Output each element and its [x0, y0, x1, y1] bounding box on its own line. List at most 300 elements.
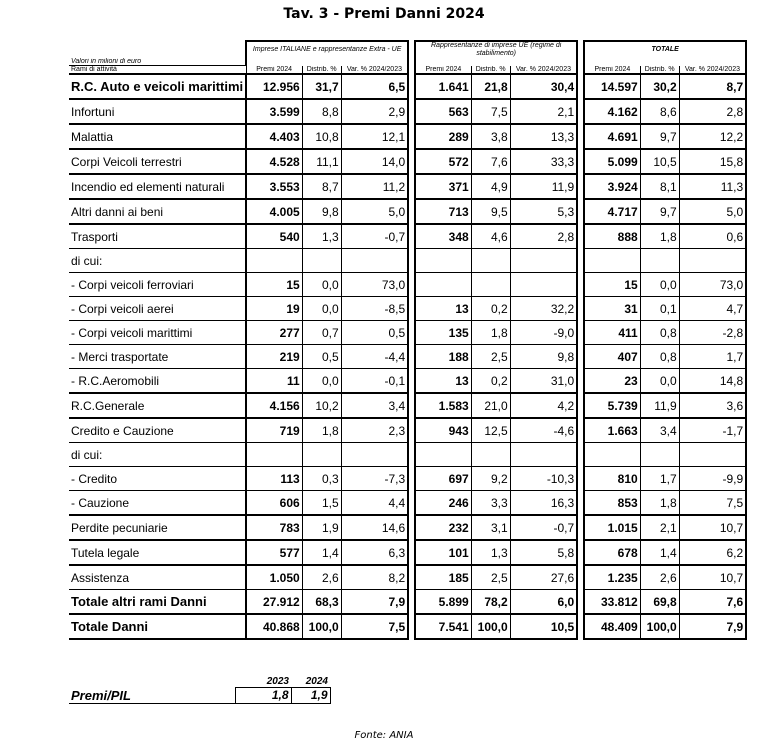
cell-italiane-distrib: 0,5 — [302, 345, 341, 369]
row-label: Corpi Veicoli terrestri — [69, 149, 246, 174]
gap — [577, 58, 584, 66]
cell-italiane-premi: 1.050 — [246, 565, 302, 590]
cell-ue-var: 2,1 — [510, 99, 577, 124]
gap — [577, 393, 584, 418]
cell-totale-premi: 810 — [584, 467, 640, 491]
cell-ue-var: 5,3 — [510, 199, 577, 224]
cell-italiane-var: 2,3 — [341, 418, 408, 443]
cell-totale-var: 4,7 — [679, 297, 746, 321]
cell-ue-distrib: 4,6 — [471, 224, 510, 249]
cell-italiane-distrib: 0,0 — [302, 369, 341, 394]
cell-ue-premi: 1.641 — [415, 74, 471, 99]
cell-italiane-var: 6,5 — [341, 74, 408, 99]
cell-totale-var: 12,2 — [679, 124, 746, 149]
gap — [577, 124, 584, 149]
col-var: Var. % 2024/2023 — [679, 66, 746, 75]
col-distrib: Distrib. % — [302, 66, 341, 75]
pil-years-row — [69, 676, 330, 688]
cell-totale-distrib: 8,1 — [640, 174, 679, 199]
table-row — [69, 273, 746, 297]
gap — [408, 418, 415, 443]
cell-ue-premi: 1.583 — [415, 393, 471, 418]
cell-totale-distrib: 100,0 — [640, 614, 679, 639]
cell-ue-var: -9,0 — [510, 321, 577, 345]
row-label: R.C. Auto e veicoli marittimi — [69, 74, 246, 99]
cell-ue-distrib: 4,9 — [471, 174, 510, 199]
cell-ue-premi: 289 — [415, 124, 471, 149]
gap — [577, 443, 584, 467]
cell-italiane-var: 6,3 — [341, 540, 408, 565]
cell-totale-premi: 1.663 — [584, 418, 640, 443]
cell-italiane-var: 4,4 — [341, 491, 408, 516]
cell-totale-distrib: 1,8 — [640, 224, 679, 249]
row-label: R.C.Generale — [69, 393, 246, 418]
cell-italiane-distrib: 2,6 — [302, 565, 341, 590]
gap — [577, 297, 584, 321]
gap — [408, 99, 415, 124]
cell-totale-var: 3,6 — [679, 393, 746, 418]
row-label: - Credito — [69, 467, 246, 491]
cell-totale-var: -2,8 — [679, 321, 746, 345]
cell-italiane-premi: 219 — [246, 345, 302, 369]
cell-italiane-var: 14,0 — [341, 149, 408, 174]
cell-totale-premi: 411 — [584, 321, 640, 345]
cell-italiane-premi: 4.403 — [246, 124, 302, 149]
cell-totale-premi: 3.924 — [584, 174, 640, 199]
cell-ue-distrib: 3,1 — [471, 515, 510, 540]
cell-totale-premi: 4.162 — [584, 99, 640, 124]
cell-italiane-distrib: 1,9 — [302, 515, 341, 540]
cell-italiane-var: -0,7 — [341, 224, 408, 249]
cell-totale-premi — [584, 443, 640, 467]
gap — [408, 443, 415, 467]
cell-italiane-premi: 719 — [246, 418, 302, 443]
cell-ue-var: 6,0 — [510, 590, 577, 615]
cell-totale-distrib — [640, 249, 679, 273]
cell-italiane-var: -0,1 — [341, 369, 408, 394]
cell-italiane-var: 73,0 — [341, 273, 408, 297]
cell-ue-var: 33,3 — [510, 149, 577, 174]
table-row — [69, 614, 746, 639]
cell-ue-premi: 13 — [415, 297, 471, 321]
cell-ue-var: 2,8 — [510, 224, 577, 249]
cell-totale-var: 1,7 — [679, 345, 746, 369]
col-premi: Premi 2024 — [246, 66, 302, 75]
cell-ue-premi: 246 — [415, 491, 471, 516]
col-var: Var. % 2024/2023 — [341, 66, 408, 75]
gap — [577, 491, 584, 516]
group-header-italiane: Imprese ITALIANE e rappresentanze Extra - UE — [246, 41, 408, 58]
cell-ue-var: 27,6 — [510, 565, 577, 590]
cell-ue-distrib: 1,3 — [471, 540, 510, 565]
cell-totale-var: -9,9 — [679, 467, 746, 491]
row-label: Infortuni — [69, 99, 246, 124]
cell-ue-var: -10,3 — [510, 467, 577, 491]
table-body — [69, 74, 746, 639]
cell-ue-premi: 188 — [415, 345, 471, 369]
cell-italiane-distrib: 10,8 — [302, 124, 341, 149]
cell-italiane-premi: 277 — [246, 321, 302, 345]
table-row — [69, 491, 746, 516]
premi-pil-block — [69, 676, 331, 704]
cell-ue-distrib: 7,5 — [471, 99, 510, 124]
cell-italiane-premi: 40.868 — [246, 614, 302, 639]
gap — [408, 345, 415, 369]
table-row — [69, 443, 746, 467]
gap — [577, 249, 584, 273]
cell-ue-distrib: 1,8 — [471, 321, 510, 345]
gap — [408, 565, 415, 590]
cell-totale-premi: 14.597 — [584, 74, 640, 99]
cell-totale-var: 73,0 — [679, 273, 746, 297]
gap — [408, 174, 415, 199]
cell-italiane-distrib: 100,0 — [302, 614, 341, 639]
cell-totale-distrib: 2,1 — [640, 515, 679, 540]
cell-totale-distrib: 0,0 — [640, 369, 679, 394]
cell-totale-premi: 5.099 — [584, 149, 640, 174]
cell-italiane-distrib: 0,7 — [302, 321, 341, 345]
cell-totale-distrib: 11,9 — [640, 393, 679, 418]
gap — [408, 321, 415, 345]
cell-ue-distrib: 3,8 — [471, 124, 510, 149]
gap — [408, 540, 415, 565]
table-row — [69, 124, 746, 149]
gap — [577, 174, 584, 199]
gap — [408, 249, 415, 273]
cell-ue-var: 31,0 — [510, 369, 577, 394]
cell-ue-distrib — [471, 443, 510, 467]
subheader-row — [69, 66, 746, 75]
cell-italiane-distrib: 8,7 — [302, 174, 341, 199]
cell-italiane-distrib: 68,3 — [302, 590, 341, 615]
cell-italiane-var: 14,6 — [341, 515, 408, 540]
cell-ue-premi: 713 — [415, 199, 471, 224]
cell-italiane-var — [341, 249, 408, 273]
cell-totale-premi: 5.739 — [584, 393, 640, 418]
cell-italiane-premi: 4.005 — [246, 199, 302, 224]
row-label: - Corpi veicoli aerei — [69, 297, 246, 321]
cell-italiane-var: 3,4 — [341, 393, 408, 418]
cell-ue-var: 32,2 — [510, 297, 577, 321]
pil-year-2023: 2023 — [235, 676, 291, 688]
cell-totale-var: 7,5 — [679, 491, 746, 516]
cell-totale-distrib: 1,8 — [640, 491, 679, 516]
cell-italiane-distrib: 31,7 — [302, 74, 341, 99]
gap — [408, 58, 415, 66]
cell-totale-premi: 678 — [584, 540, 640, 565]
cell-italiane-premi — [246, 249, 302, 273]
gap — [577, 273, 584, 297]
cell-ue-premi: 185 — [415, 565, 471, 590]
cell-ue-distrib: 9,5 — [471, 199, 510, 224]
cell-totale-premi: 1.015 — [584, 515, 640, 540]
row-label: Trasporti — [69, 224, 246, 249]
gap — [577, 66, 584, 75]
cell-totale-premi: 888 — [584, 224, 640, 249]
table-row — [69, 321, 746, 345]
cell-italiane-distrib: 0,0 — [302, 297, 341, 321]
source-note: Fonte: ANIA — [354, 730, 414, 741]
cell-totale-premi: 48.409 — [584, 614, 640, 639]
cell-ue-distrib: 2,5 — [471, 345, 510, 369]
gap — [577, 590, 584, 615]
gap — [408, 224, 415, 249]
cell-italiane-var: 2,9 — [341, 99, 408, 124]
cell-italiane-var: 7,9 — [341, 590, 408, 615]
cell-italiane-premi: 4.528 — [246, 149, 302, 174]
table-row — [69, 74, 746, 99]
cell-totale-var: 0,6 — [679, 224, 746, 249]
cell-totale-distrib: 30,2 — [640, 74, 679, 99]
cell-ue-distrib: 100,0 — [471, 614, 510, 639]
cell-ue-premi: 13 — [415, 369, 471, 394]
gap — [577, 149, 584, 174]
cell-totale-distrib: 3,4 — [640, 418, 679, 443]
gap — [577, 74, 584, 99]
cell-totale-var: 7,6 — [679, 590, 746, 615]
cell-italiane-distrib: 10,2 — [302, 393, 341, 418]
gap — [408, 393, 415, 418]
gap — [577, 345, 584, 369]
cell-totale-var: 15,8 — [679, 149, 746, 174]
row-label: Malattia — [69, 124, 246, 149]
spacer — [69, 41, 246, 58]
cell-totale-var: 14,8 — [679, 369, 746, 394]
cell-totale-var: 11,3 — [679, 174, 746, 199]
gap — [577, 99, 584, 124]
cell-italiane-premi: 540 — [246, 224, 302, 249]
cell-italiane-distrib — [302, 249, 341, 273]
cell-ue-distrib: 21,0 — [471, 393, 510, 418]
cell-ue-var: 5,8 — [510, 540, 577, 565]
cell-totale-premi — [584, 249, 640, 273]
cell-totale-var: 2,8 — [679, 99, 746, 124]
cell-totale-distrib: 0,1 — [640, 297, 679, 321]
gap — [577, 614, 584, 639]
table-row — [69, 540, 746, 565]
col-var: Var. % 2024/2023 — [510, 66, 577, 75]
cell-italiane-premi: 4.156 — [246, 393, 302, 418]
gap — [408, 369, 415, 394]
cell-italiane-premi: 12.956 — [246, 74, 302, 99]
pil-value-2024: 1,9 — [291, 688, 330, 704]
pil-value-2023: 1,8 — [235, 688, 291, 704]
cell-totale-distrib: 0,8 — [640, 321, 679, 345]
gap — [408, 149, 415, 174]
gap — [577, 540, 584, 565]
pil-year-2024: 2024 — [291, 676, 330, 688]
cell-totale-var: 10,7 — [679, 515, 746, 540]
spacer — [584, 58, 746, 66]
cell-totale-distrib: 69,8 — [640, 590, 679, 615]
spacer — [69, 676, 235, 688]
cell-italiane-premi: 19 — [246, 297, 302, 321]
cell-ue-distrib: 0,2 — [471, 369, 510, 394]
cell-italiane-premi: 27.912 — [246, 590, 302, 615]
cell-italiane-var: -4,4 — [341, 345, 408, 369]
cell-italiane-distrib: 1,3 — [302, 224, 341, 249]
cell-totale-var — [679, 443, 746, 467]
cell-ue-distrib: 21,8 — [471, 74, 510, 99]
cell-italiane-var: 8,2 — [341, 565, 408, 590]
col-distrib: Distrib. % — [471, 66, 510, 75]
gap — [577, 41, 584, 58]
gap — [408, 41, 415, 58]
cell-italiane-distrib: 11,1 — [302, 149, 341, 174]
cell-ue-var: -4,6 — [510, 418, 577, 443]
cell-totale-premi: 853 — [584, 491, 640, 516]
cell-italiane-premi: 577 — [246, 540, 302, 565]
row-label: di cui: — [69, 249, 246, 273]
table-row — [69, 149, 746, 174]
cell-ue-premi: 101 — [415, 540, 471, 565]
row-label: - Merci trasportate — [69, 345, 246, 369]
cell-ue-distrib — [471, 273, 510, 297]
table-row — [69, 418, 746, 443]
cell-ue-var: 10,5 — [510, 614, 577, 639]
gap — [408, 491, 415, 516]
cell-ue-premi: 572 — [415, 149, 471, 174]
cell-ue-distrib: 3,3 — [471, 491, 510, 516]
cell-italiane-var: 0,5 — [341, 321, 408, 345]
cell-totale-distrib: 1,4 — [640, 540, 679, 565]
cell-italiane-var — [341, 443, 408, 467]
cell-ue-var: 13,3 — [510, 124, 577, 149]
cell-italiane-distrib: 1,8 — [302, 418, 341, 443]
cell-totale-distrib: 10,5 — [640, 149, 679, 174]
cell-ue-premi — [415, 273, 471, 297]
row-label: Tutela legale — [69, 540, 246, 565]
row-label: di cui: — [69, 443, 246, 467]
cell-ue-var: 9,8 — [510, 345, 577, 369]
cell-ue-var: -0,7 — [510, 515, 577, 540]
row-label: Incendio ed elementi naturali — [69, 174, 246, 199]
row-label: Altri danni ai beni — [69, 199, 246, 224]
cell-totale-distrib: 0,8 — [640, 345, 679, 369]
cell-italiane-distrib: 8,8 — [302, 99, 341, 124]
cell-italiane-premi: 113 — [246, 467, 302, 491]
cell-totale-premi: 4.717 — [584, 199, 640, 224]
gap — [408, 124, 415, 149]
table-row — [69, 393, 746, 418]
row-label: - R.C.Aeromobili — [69, 369, 246, 394]
cell-totale-var — [679, 249, 746, 273]
table-row — [69, 467, 746, 491]
col-distrib: Distrib. % — [640, 66, 679, 75]
spacer — [415, 58, 577, 66]
cell-italiane-var: 5,0 — [341, 199, 408, 224]
table-row — [69, 590, 746, 615]
gap — [577, 199, 584, 224]
cell-totale-var: -1,7 — [679, 418, 746, 443]
gap — [408, 590, 415, 615]
row-label: - Corpi veicoli ferroviari — [69, 273, 246, 297]
table-row — [69, 515, 746, 540]
cell-italiane-distrib: 1,4 — [302, 540, 341, 565]
table-row — [69, 345, 746, 369]
gap — [408, 515, 415, 540]
cell-ue-premi: 348 — [415, 224, 471, 249]
cell-italiane-premi: 3.553 — [246, 174, 302, 199]
gap — [577, 224, 584, 249]
cell-totale-distrib: 9,7 — [640, 199, 679, 224]
col-premi: Premi 2024 — [415, 66, 471, 75]
col-premi: Premi 2024 — [584, 66, 640, 75]
cell-italiane-distrib: 9,8 — [302, 199, 341, 224]
table-row — [69, 297, 746, 321]
cell-italiane-premi — [246, 443, 302, 467]
cell-ue-distrib: 9,2 — [471, 467, 510, 491]
table-row — [69, 199, 746, 224]
row-label: Credito e Cauzione — [69, 418, 246, 443]
header-groups-row — [69, 41, 746, 58]
gap — [577, 565, 584, 590]
cell-totale-var: 5,0 — [679, 199, 746, 224]
table-row — [69, 99, 746, 124]
pil-values-row — [69, 688, 330, 704]
table-row — [69, 249, 746, 273]
cell-totale-distrib: 1,7 — [640, 467, 679, 491]
cell-ue-premi — [415, 249, 471, 273]
cell-ue-var: 30,4 — [510, 74, 577, 99]
gap — [577, 418, 584, 443]
cell-totale-distrib — [640, 443, 679, 467]
table-row — [69, 565, 746, 590]
gap — [408, 199, 415, 224]
cell-italiane-premi: 606 — [246, 491, 302, 516]
cell-ue-premi: 232 — [415, 515, 471, 540]
cell-italiane-var: 11,2 — [341, 174, 408, 199]
cell-italiane-premi: 11 — [246, 369, 302, 394]
gap — [577, 515, 584, 540]
cell-totale-var: 7,9 — [679, 614, 746, 639]
cell-ue-distrib: 7,6 — [471, 149, 510, 174]
cell-italiane-premi: 3.599 — [246, 99, 302, 124]
cell-italiane-distrib — [302, 443, 341, 467]
cell-ue-premi: 943 — [415, 418, 471, 443]
cell-ue-var: 16,3 — [510, 491, 577, 516]
premi-danni-table — [69, 40, 747, 640]
cell-totale-premi: 1.235 — [584, 565, 640, 590]
units-row — [69, 58, 746, 66]
cell-totale-premi: 31 — [584, 297, 640, 321]
cell-totale-premi: 4.691 — [584, 124, 640, 149]
cell-ue-var — [510, 273, 577, 297]
cell-ue-premi — [415, 443, 471, 467]
cell-italiane-premi: 15 — [246, 273, 302, 297]
cell-italiane-var: -8,5 — [341, 297, 408, 321]
cell-totale-premi: 15 — [584, 273, 640, 297]
row-label: - Cauzione — [69, 491, 246, 516]
cell-totale-distrib: 8,6 — [640, 99, 679, 124]
table-title: Tav. 3 - Premi Danni 2024 — [283, 6, 485, 22]
cell-italiane-premi: 783 — [246, 515, 302, 540]
gap — [408, 273, 415, 297]
group-header-ue: Rappresentanze di imprese UE (regime di stabilimento) — [415, 41, 577, 58]
cell-ue-distrib: 0,2 — [471, 297, 510, 321]
cell-ue-premi: 563 — [415, 99, 471, 124]
cell-italiane-distrib: 0,0 — [302, 273, 341, 297]
cell-totale-distrib: 9,7 — [640, 124, 679, 149]
cell-totale-var: 8,7 — [679, 74, 746, 99]
cell-totale-var: 6,2 — [679, 540, 746, 565]
gap — [408, 66, 415, 75]
cell-italiane-var: 12,1 — [341, 124, 408, 149]
gap — [577, 369, 584, 394]
row-label: Totale Danni — [69, 614, 246, 639]
group-header-totale: TOTALE — [584, 41, 746, 58]
cell-ue-distrib: 12,5 — [471, 418, 510, 443]
